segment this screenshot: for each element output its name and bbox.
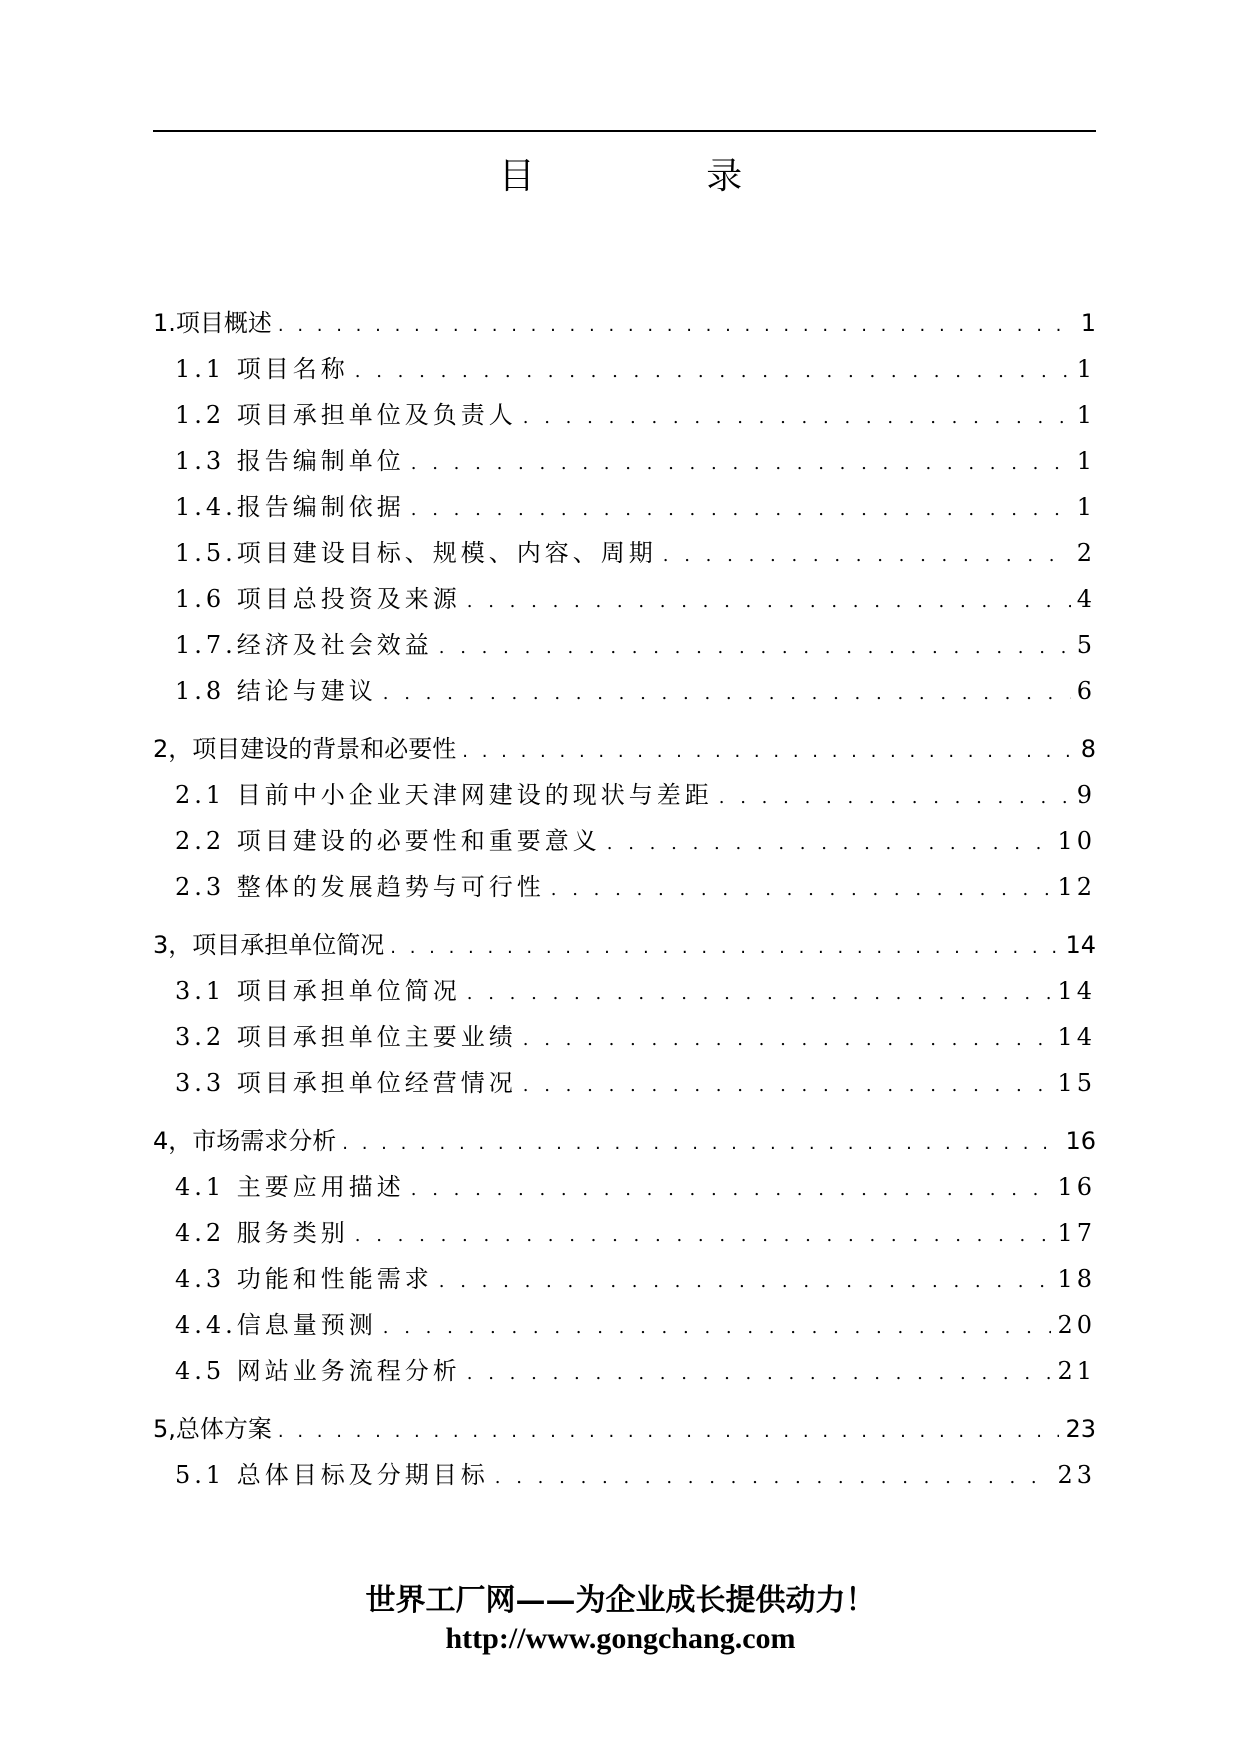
toc-entry-label: 1.5.项目建设目标、规模、内容、周期 bbox=[175, 539, 657, 567]
toc-dot-leader bbox=[467, 1351, 1052, 1397]
footer-url[interactable]: http://www.gongchang.com bbox=[445, 1622, 796, 1655]
toc-entry-label: 1.1 项目名称 bbox=[175, 355, 349, 383]
toc-subsection-entry[interactable] bbox=[153, 668, 1096, 714]
toc-page-number: 20 bbox=[1057, 1311, 1096, 1339]
toc-dot-leader bbox=[495, 1455, 1052, 1501]
toc-dot-leader bbox=[342, 1121, 1059, 1167]
toc-page-number: 1 bbox=[1080, 309, 1096, 337]
toc-page-number: 9 bbox=[1076, 781, 1096, 809]
toc-dot-leader bbox=[355, 349, 1071, 395]
table-of-contents bbox=[153, 300, 1096, 1498]
toc-section-entry[interactable] bbox=[153, 1118, 1096, 1164]
footer-slogan: 世界工厂网——为企业成长提供动力！ bbox=[365, 1583, 876, 1618]
toc-page-number: 1 bbox=[1076, 447, 1096, 475]
toc-subsection-entry[interactable] bbox=[153, 1452, 1096, 1498]
toc-entry-label: 4.3 功能和性能需求 bbox=[175, 1265, 433, 1293]
toc-entry-label: 4.4.信息量预测 bbox=[175, 1311, 377, 1339]
toc-dot-leader bbox=[467, 579, 1071, 625]
toc-entry-label: 5,总体方案 bbox=[153, 1415, 272, 1443]
toc-dot-leader bbox=[663, 533, 1071, 579]
toc-dot-leader bbox=[439, 625, 1071, 671]
toc-subsection-entry[interactable] bbox=[153, 968, 1096, 1014]
toc-entry-label: 3.2 项目承担单位主要业绩 bbox=[175, 1023, 517, 1051]
toc-subsection-entry[interactable] bbox=[153, 346, 1096, 392]
toc-entry-label: 2.1 目前中小企业天津网建设的现状与差距 bbox=[175, 781, 713, 809]
toc-entry-label: 1.7.经济及社会效益 bbox=[175, 631, 433, 659]
toc-page-number: 14 bbox=[1057, 977, 1096, 1005]
toc-page-number: 16 bbox=[1065, 1127, 1096, 1155]
toc-section-entry[interactable] bbox=[153, 726, 1096, 772]
toc-dot-leader bbox=[439, 1259, 1052, 1305]
toc-entry-label: 4.1 主要应用描述 bbox=[175, 1173, 405, 1201]
toc-entry-label: 3，项目承担单位简况 bbox=[153, 931, 385, 959]
toc-entry-label: 1.4.报告编制依据 bbox=[175, 493, 405, 521]
toc-entry-label: 5.1 总体目标及分期目标 bbox=[175, 1461, 489, 1489]
toc-page-number: 23 bbox=[1057, 1461, 1096, 1489]
toc-section-entry[interactable] bbox=[153, 300, 1096, 346]
toc-page-number: 23 bbox=[1065, 1415, 1096, 1443]
toc-subsection-entry[interactable] bbox=[153, 484, 1096, 530]
toc-entry-label: 1.3 报告编制单位 bbox=[175, 447, 405, 475]
toc-page-number: 14 bbox=[1057, 1023, 1096, 1051]
toc-subsection-entry[interactable] bbox=[153, 772, 1096, 818]
toc-subsection-entry[interactable] bbox=[153, 438, 1096, 484]
toc-entry-label: 4，市场需求分析 bbox=[153, 1127, 337, 1155]
toc-page-number: 5 bbox=[1076, 631, 1096, 659]
toc-subsection-entry[interactable] bbox=[153, 1348, 1096, 1394]
toc-dot-leader bbox=[411, 1167, 1052, 1213]
toc-subsection-entry[interactable] bbox=[153, 1060, 1096, 1106]
toc-entry-label: 1.项目概述 bbox=[153, 309, 272, 337]
toc-entry-label: 4.2 服务类别 bbox=[175, 1219, 349, 1247]
toc-entry-label: 4.5 网站业务流程分析 bbox=[175, 1357, 461, 1385]
toc-page-number: 18 bbox=[1057, 1265, 1096, 1293]
toc-dot-leader bbox=[467, 971, 1052, 1017]
toc-dot-leader bbox=[383, 1305, 1052, 1351]
toc-dot-leader bbox=[355, 1213, 1052, 1259]
header-rule bbox=[153, 130, 1096, 132]
toc-subsection-entry[interactable] bbox=[153, 818, 1096, 864]
toc-page-number: 6 bbox=[1076, 677, 1096, 705]
toc-dot-leader bbox=[278, 1409, 1060, 1455]
toc-page-number: 4 bbox=[1076, 585, 1096, 613]
toc-dot-leader bbox=[607, 821, 1052, 867]
toc-section-entry[interactable] bbox=[153, 1406, 1096, 1452]
toc-dot-leader bbox=[523, 1017, 1052, 1063]
toc-entry-label: 3.3 项目承担单位经营情况 bbox=[175, 1069, 517, 1097]
toc-subsection-entry[interactable] bbox=[153, 622, 1096, 668]
toc-entry-label: 2，项目建设的背景和必要性 bbox=[153, 735, 457, 763]
toc-page-number: 21 bbox=[1057, 1357, 1096, 1385]
toc-section-entry[interactable] bbox=[153, 922, 1096, 968]
toc-dot-leader bbox=[523, 1063, 1052, 1109]
toc-subsection-entry[interactable] bbox=[153, 392, 1096, 438]
toc-dot-leader bbox=[462, 729, 1074, 775]
toc-page-number: 12 bbox=[1057, 873, 1096, 901]
toc-subsection-entry[interactable] bbox=[153, 1164, 1096, 1210]
toc-entry-label: 2.2 项目建设的必要性和重要意义 bbox=[175, 827, 601, 855]
toc-dot-leader bbox=[411, 487, 1071, 533]
toc-dot-leader bbox=[383, 671, 1071, 717]
toc-dot-leader bbox=[278, 303, 1075, 349]
toc-subsection-entry[interactable] bbox=[153, 530, 1096, 576]
toc-page-number: 14 bbox=[1065, 931, 1096, 959]
toc-entry-label: 1.2 项目承担单位及负责人 bbox=[175, 401, 517, 429]
page-title: 目 录 bbox=[498, 156, 823, 197]
toc-subsection-entry[interactable] bbox=[153, 864, 1096, 910]
toc-subsection-entry[interactable] bbox=[153, 1210, 1096, 1256]
toc-page-number: 1 bbox=[1076, 401, 1096, 429]
toc-dot-leader bbox=[390, 925, 1059, 971]
toc-page-number: 8 bbox=[1080, 735, 1096, 763]
toc-subsection-entry[interactable] bbox=[153, 1302, 1096, 1348]
toc-page-number: 15 bbox=[1057, 1069, 1096, 1097]
toc-dot-leader bbox=[523, 395, 1071, 441]
toc-entry-label: 1.8 结论与建议 bbox=[175, 677, 377, 705]
toc-dot-leader bbox=[411, 441, 1071, 487]
toc-entry-label: 2.3 整体的发展趋势与可行性 bbox=[175, 873, 545, 901]
toc-page-number: 17 bbox=[1057, 1219, 1096, 1247]
toc-entry-label: 1.6 项目总投资及来源 bbox=[175, 585, 461, 613]
toc-dot-leader bbox=[719, 775, 1071, 821]
toc-subsection-entry[interactable] bbox=[153, 1256, 1096, 1302]
toc-page-number: 16 bbox=[1057, 1173, 1096, 1201]
toc-entry-label: 3.1 项目承担单位简况 bbox=[175, 977, 461, 1005]
toc-subsection-entry[interactable] bbox=[153, 1014, 1096, 1060]
toc-page-number: 2 bbox=[1076, 539, 1096, 567]
toc-page-number: 1 bbox=[1076, 493, 1096, 521]
toc-page-number: 10 bbox=[1057, 827, 1096, 855]
toc-subsection-entry[interactable] bbox=[153, 576, 1096, 622]
toc-page-number: 1 bbox=[1076, 355, 1096, 383]
toc-dot-leader bbox=[551, 867, 1052, 913]
